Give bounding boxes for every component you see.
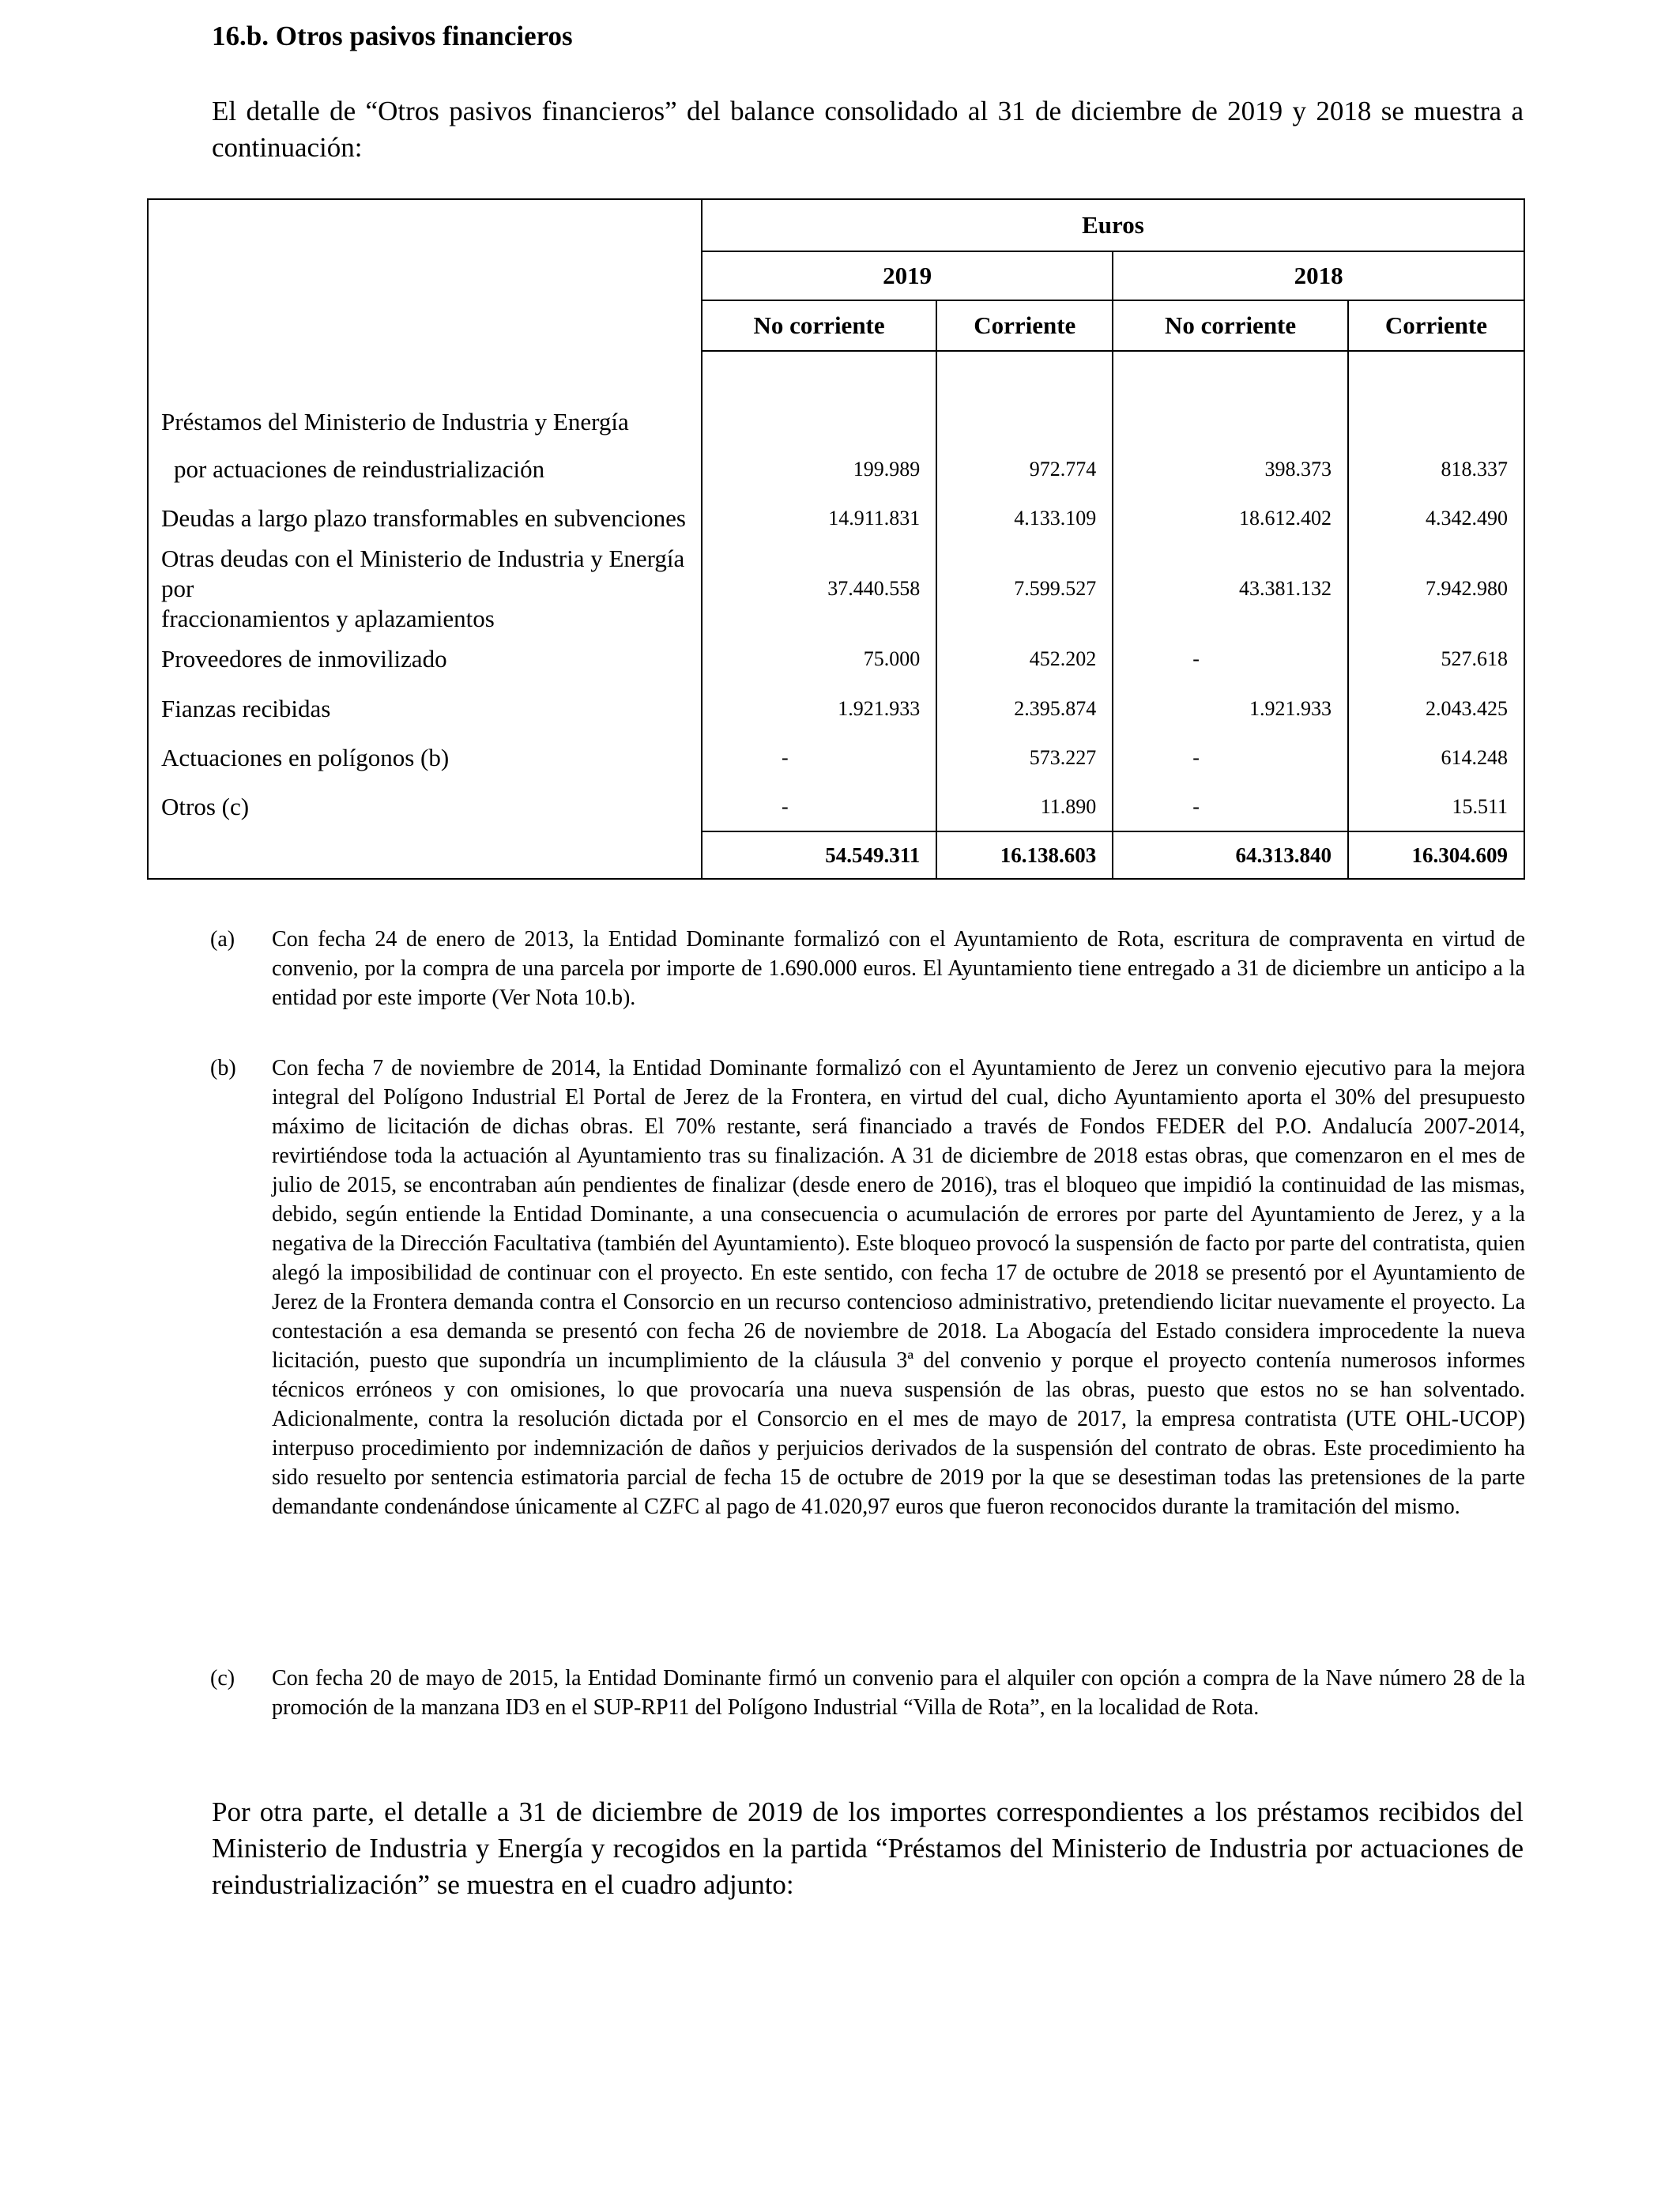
table-row bbox=[148, 684, 1524, 733]
cell-2018-no-corriente: - bbox=[1113, 733, 1348, 782]
cell-2019-corriente: 7.599.527 bbox=[936, 544, 1113, 634]
header-blank-cell bbox=[148, 199, 702, 351]
footnote-a bbox=[210, 925, 1525, 1012]
table-row bbox=[148, 733, 1524, 782]
footnote-mark: (b) bbox=[210, 1056, 236, 1080]
footnote-mark: (c) bbox=[210, 1666, 235, 1691]
intro-paragraph: El detalle de “Otros pasivos financieros” del balance consolidado al 31 de diciembre de 2019 y 2018 se muestra a continuación: bbox=[212, 96, 1524, 163]
cell-2019-no-corriente: - bbox=[702, 782, 936, 831]
col-2019-corriente: Corriente bbox=[936, 300, 1113, 351]
table-row bbox=[148, 634, 1524, 684]
cell-2018-corriente: 527.618 bbox=[1348, 634, 1524, 684]
total-2019-corriente: 16.138.603 bbox=[936, 831, 1113, 879]
footnote-text: Con fecha 7 de noviembre de 2014, la Entidad Dominante formalizó con el Ayuntamiento de Jerez un convenio ejecutivo para la mejora integral del Polígono Industrial El Portal de Jerez de la Frontera, en virtud del cual, dicho Ayuntamiento aporta el 30% del presupuesto máximo de licitación de dichas obras. El 70% restante, será financiado a través de Fondos FEDER del P.O. Andalucía 2007-2014, revirtiéndose toda la actuación al Ayuntamiento tras su finalización. A 31 de diciembre de 2018 estas obras, que comenzaron en el mes de julio de 2015, se encontraban aún pendientes de finalizar (desde enero de 2016), tras el bloqueo que impidió la continuidad de las mismas, debido, según entiende la Entidad Dominante, a una consecuencia o acumulación de errores por parte del Ayuntamiento de Jerez, y a la negativa de la Dirección Facultativa (también del Ayuntamiento). Este bloqueo provocó la suspensión de facto por parte del contratista, quien alegó la imposibilidad de continuar con el proyecto. En este sentido, con fecha 17 de octubre de 2018 se presentó por el Ayuntamiento de Jerez de la Frontera demanda contra el Consorcio en un recurso contencioso administrativo, pretendiendo licitar nuevamente el proyecto. La contestación a esa demanda se presentó con fecha 26 de noviembre de 2018. La Abogacía del Estado considera improcedente la nueva licitación, puesto que supondría un incumplimiento de la cláusula 3ª del convenio y porque el proyecto contenía numerosos informes técnicos erróneos y con omisiones, lo que provocaría una nueva suspensión de las obras, puesto que estos no se han solventado. Adicionalmente, contra la resolución dictada por el Consorcio en el mes de mayo de 2017, la empresa contratista (UTE OHL-UCOP) interpuso procedimiento por indemnización de daños y perjuicios derivados de la suspensión del contrato de obras. Este procedimiento ha sido resuelto por sentencia estimatoria parcial de fecha 15 de octubre de 2019 por la que se desestiman todas las pretensiones de la parte demandante condenándose únicamente al CZFC al pago de 41.020,97 euros que fueron reconocidos durante la tramitación del mismo. bbox=[272, 1056, 1525, 1519]
cell-2018-no-corriente: 43.381.132 bbox=[1113, 544, 1348, 634]
cell-2019-corriente: 4.133.109 bbox=[936, 493, 1113, 544]
table-row bbox=[148, 446, 1524, 493]
col-2019-no-corriente: No corriente bbox=[702, 300, 936, 351]
closing-paragraph: Por otra parte, el detalle a 31 de diciembre de 2019 de los importes correspondientes a los préstamos recibidos del Ministerio de Industria y Energía y recogidos en la partida “Préstamos del Ministerio de Industria por actuaciones de reindustrialización” se muestra en el cuadro adjunto: bbox=[212, 1796, 1524, 1900]
financial-table bbox=[147, 198, 1525, 880]
cell-2018-no-corriente: - bbox=[1113, 782, 1348, 831]
cell-2018-corriente: 15.511 bbox=[1348, 782, 1524, 831]
year-2018-header: 2018 bbox=[1113, 251, 1524, 300]
cell-2018-corriente: 614.248 bbox=[1348, 733, 1524, 782]
section-heading: 16.b. Otros pasivos financieros bbox=[212, 21, 573, 51]
row-label: Otras deudas con el Ministerio de Industria y Energía por fraccionamientos y aplazamientos bbox=[148, 544, 702, 634]
footnote-b bbox=[210, 1054, 1525, 1521]
total-2019-no-corriente: 54.549.311 bbox=[702, 831, 936, 879]
footnote-c bbox=[210, 1664, 1525, 1722]
cell-2019-no-corriente: 37.440.558 bbox=[702, 544, 936, 634]
col-2018-no-corriente: No corriente bbox=[1113, 300, 1348, 351]
row-label: Otros (c) bbox=[148, 782, 702, 831]
cell-2018-corriente: 2.043.425 bbox=[1348, 684, 1524, 733]
footnote-text: Con fecha 20 de mayo de 2015, la Entidad Dominante firmó un convenio para el alquiler con opción a compra de la Nave número 28 de la promoción de la manzana ID3 en el SUP-RP11 del Polígono Industrial “Villa de Rota”, en la localidad de Rota. bbox=[272, 1666, 1525, 1720]
total-2018-no-corriente: 64.313.840 bbox=[1113, 831, 1348, 879]
footnote-mark: (a) bbox=[210, 927, 235, 952]
table-row bbox=[148, 544, 1524, 634]
cell-2019-corriente: 452.202 bbox=[936, 634, 1113, 684]
row-label: Préstamos del Ministerio de Industria y Energía bbox=[148, 398, 702, 446]
cell-2019-no-corriente: 1.921.933 bbox=[702, 684, 936, 733]
cell-2019-no-corriente: - bbox=[702, 733, 936, 782]
table-row bbox=[148, 398, 1524, 446]
cell-2018-corriente: 818.337 bbox=[1348, 446, 1524, 493]
cell-2018-no-corriente: 18.612.402 bbox=[1113, 493, 1348, 544]
cell-2018-no-corriente: 1.921.933 bbox=[1113, 684, 1348, 733]
cell-2018-corriente: 7.942.980 bbox=[1348, 544, 1524, 634]
row-label: por actuaciones de reindustrialización bbox=[148, 446, 702, 493]
cell-2019-corriente: 11.890 bbox=[936, 782, 1113, 831]
cell-2019-no-corriente: 14.911.831 bbox=[702, 493, 936, 544]
row-label: Deudas a largo plazo transformables en subvenciones bbox=[148, 493, 702, 544]
total-2018-corriente: 16.304.609 bbox=[1348, 831, 1524, 879]
table-row bbox=[148, 782, 1524, 831]
cell-2018-corriente: 4.342.490 bbox=[1348, 493, 1524, 544]
year-2019-header: 2019 bbox=[702, 251, 1113, 300]
cell-2018-no-corriente: 398.373 bbox=[1113, 446, 1348, 493]
footnote-text: Con fecha 24 de enero de 2013, la Entidad Dominante formalizó con el Ayuntamiento de Rota, escritura de compraventa en virtud de convenio, por la compra de una parcela por importe de 1.690.000 euros. El Ayuntamiento tiene entregado a 31 de diciembre un anticipo a la entidad por este importe (Ver Nota 10.b). bbox=[272, 927, 1525, 1010]
cell-2019-no-corriente: 75.000 bbox=[702, 634, 936, 684]
cell-2019-corriente: 573.227 bbox=[936, 733, 1113, 782]
table-total-row bbox=[148, 831, 1524, 879]
row-label: Actuaciones en polígonos (b) bbox=[148, 733, 702, 782]
row-label: Fianzas recibidas bbox=[148, 684, 702, 733]
row-label: Proveedores de inmovilizado bbox=[148, 634, 702, 684]
cell-2019-no-corriente: 199.989 bbox=[702, 446, 936, 493]
table-row bbox=[148, 493, 1524, 544]
col-2018-corriente: Corriente bbox=[1348, 300, 1524, 351]
cell-2018-no-corriente: - bbox=[1113, 634, 1348, 684]
currency-header: Euros bbox=[702, 199, 1524, 251]
cell-2019-corriente: 2.395.874 bbox=[936, 684, 1113, 733]
cell-2019-corriente: 972.774 bbox=[936, 446, 1113, 493]
